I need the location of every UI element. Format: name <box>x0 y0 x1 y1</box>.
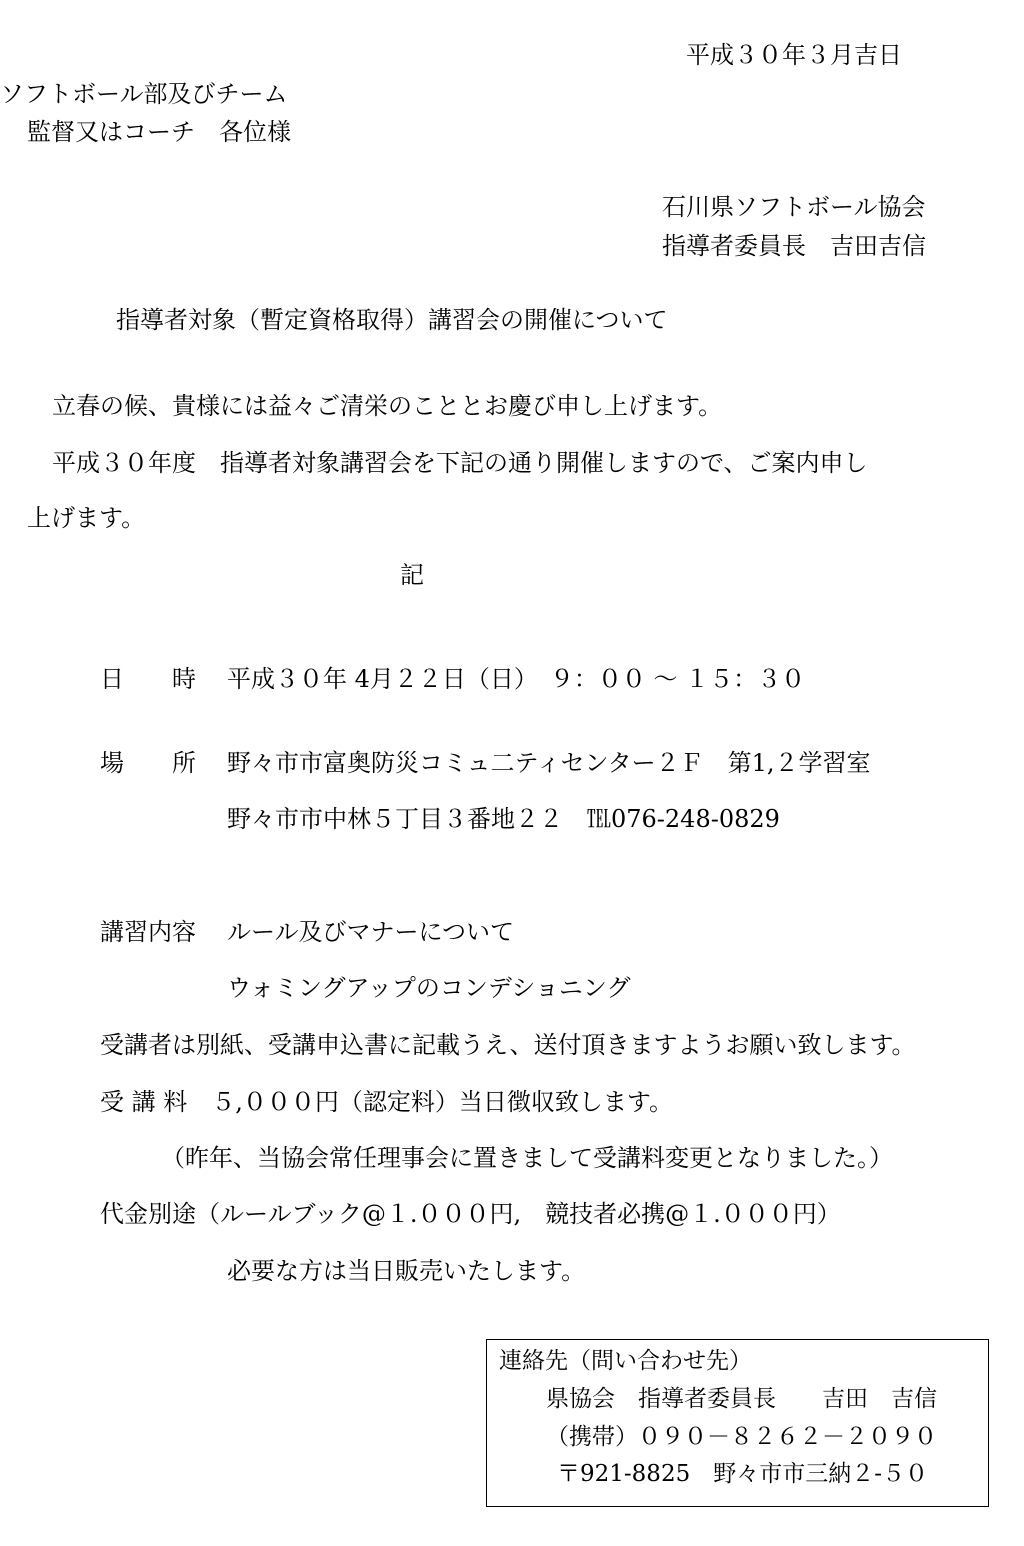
fee-note: （昨年、当協会常任理事会に置きまして受講料変更となりました。） <box>161 1144 893 1172</box>
contact-person: 県協会 指導者委員長 吉田 吉信 <box>546 1386 937 1412</box>
datetime-label: 日 時 <box>100 665 196 693</box>
notice-text-line-2: 上げます。 <box>27 504 146 532</box>
application-text: 受講者は別紙、受講申込書に記載うえ、送付頂きますようお願い致します。 <box>100 1031 916 1059</box>
content-value-1: ルール及びマナーについて <box>227 918 515 946</box>
fee-text: 受 講 料 ５,０００円（認定料）当日徴収致します。 <box>100 1088 673 1116</box>
contact-address: 〒921-8825 野々市市三納２-５０ <box>557 1461 928 1487</box>
sender-name: 指導者委員長 吉田吉信 <box>662 232 926 260</box>
notice-text-line-1: 平成３０年度 指導者対象講習会を下記の通り開催しますので、ご案内申し <box>52 449 868 477</box>
contact-heading: 連絡先（問い合わせ先） <box>499 1348 752 1374</box>
place-value: 野々市市富奥防災コミュ二ティセンター２Ｆ 第1,２学習室 <box>227 749 871 777</box>
place-address: 野々市市中林５丁目３番地２２ ℡076-248-0829 <box>227 805 780 833</box>
content-label: 講習内容 <box>100 918 196 946</box>
recipient-line-1: ソフトボール部及びチーム <box>0 80 288 108</box>
place-label: 場 所 <box>100 749 196 777</box>
document-date: 平成３０年３月吉日 <box>686 41 902 69</box>
ki-heading: 記 <box>400 561 424 589</box>
contact-mobile: （携帯）０９０－８２６２－２０９０ <box>546 1424 937 1450</box>
recipient-line-2: 監督又はコーチ 各位様 <box>27 118 291 146</box>
extra-cost-text: 代金別途（ルールブック@１.０００円, 競技者必携@１.０００円） <box>100 1200 841 1228</box>
content-value-2: ウォミングアップのコンデショニング <box>227 974 631 1002</box>
greeting-text: 立春の候、貴様には益々ご清栄のこととお慶び申し上げます。 <box>52 392 723 420</box>
sender-organization: 石川県ソフトボール協会 <box>662 193 926 221</box>
document-title: 指導者対象（暫定資格取得）講習会の開催について <box>116 306 668 334</box>
contact-box <box>486 1339 989 1507</box>
datetime-value: 平成３０年 4月２２日（日） ９：００ ～ １５：３０ <box>227 665 806 693</box>
sales-note: 必要な方は当日販売いたします。 <box>227 1257 586 1285</box>
